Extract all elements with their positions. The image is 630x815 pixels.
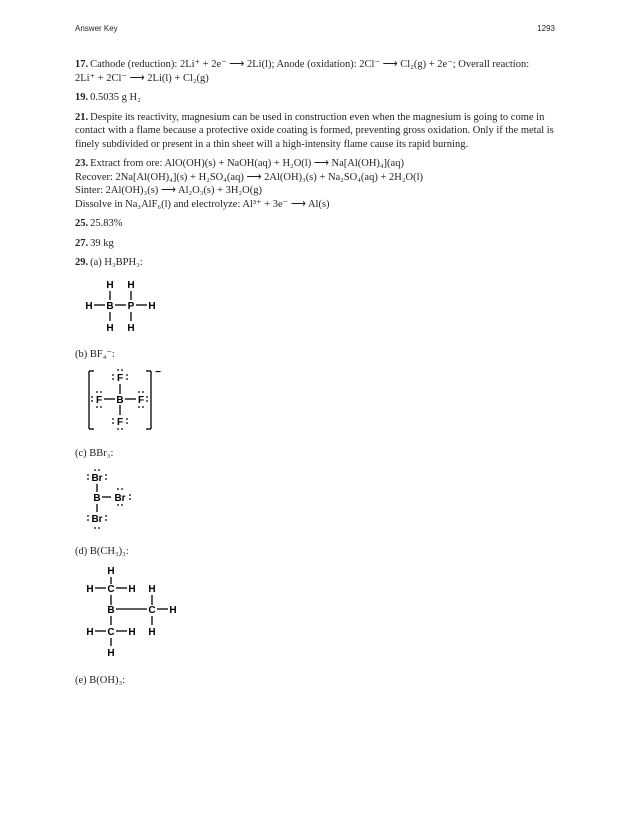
- lone-pair-dot: [91, 400, 93, 402]
- atom-f: F: [137, 395, 145, 406]
- atom-f: F: [116, 373, 124, 384]
- atom-h: H: [107, 648, 115, 659]
- lewis-structure-b-ch3-3: [75, 564, 185, 660]
- lone-pair-dot: [105, 519, 107, 521]
- atom-h: H: [107, 566, 115, 577]
- lone-pair-dot: [126, 418, 128, 420]
- step-equation: Al³⁺ + 3e⁻ ⟶ Al(s): [242, 198, 330, 210]
- lone-pair-dot: [129, 494, 131, 496]
- atom-f: F: [95, 395, 103, 406]
- atom-h: H: [85, 300, 93, 312]
- lone-pair-dot: [138, 391, 140, 393]
- lone-pair-dot: [117, 488, 119, 490]
- lewis-structure-bf4-anion: [75, 367, 175, 433]
- answer-29-a-label: [75, 256, 555, 270]
- atom-br: Br: [114, 492, 126, 504]
- atom-b: B: [106, 300, 114, 312]
- atom-c: C: [107, 584, 115, 595]
- answer-number: 29.: [75, 257, 89, 268]
- lone-pair-dot: [121, 488, 123, 490]
- overall-equation: 2Li⁺ + 2Cl⁻ ⟶ 2Li(l) + Cl₂(g): [75, 72, 209, 84]
- lone-pair-dot: [87, 519, 89, 521]
- lone-pair-dot: [121, 428, 123, 430]
- step-label: Dissolve in Na₃AlF₆(l) and electrolyze:: [75, 198, 243, 210]
- answer-text: Despite its reactivity, magnesium can be used in construction even when the magnesium is going to come in contact with a flame because a protective oxide coating is formed, preventing gross oxidation. Only if the metal is finely subdivided or present in a thin sheet will a high-intensity flame cause its rapid burning.: [75, 111, 554, 150]
- answer-21: [75, 111, 555, 152]
- atom-h: H: [148, 584, 156, 595]
- answer-key-content: [75, 58, 555, 690]
- step-equation: AlO(OH)(s) + NaOH(aq) + H₂O(l) ⟶ Na[Al(OH)₄](aq): [164, 158, 404, 169]
- lone-pair-dot: [117, 504, 119, 506]
- atom-h: H: [106, 279, 114, 291]
- anode-equation: 2Cl⁻ ⟶ Cl₂(g) + 2e⁻;: [359, 59, 456, 70]
- lone-pair-dot: [126, 378, 128, 380]
- lone-pair-dot: [87, 478, 89, 480]
- cathode-label: Cathode (reduction):: [90, 59, 180, 70]
- lone-pair-dot: [87, 515, 89, 517]
- atom-h: H: [127, 279, 135, 291]
- lone-pair-dot: [91, 396, 93, 398]
- overall-label: Overall reaction:: [455, 59, 530, 70]
- atom-c: C: [107, 627, 115, 638]
- lone-pair-dot: [112, 418, 114, 420]
- answer-text: 0.5035 g H₂: [90, 92, 141, 103]
- answer-25: [75, 217, 555, 231]
- atom-h: H: [148, 300, 156, 312]
- cathode-equation: 2Li⁺ + 2e⁻ ⟶ 2Li(l);: [179, 59, 275, 70]
- answer-text: 25.83%: [90, 218, 123, 229]
- lone-pair-dot: [105, 478, 107, 480]
- lone-pair-dot: [105, 474, 107, 476]
- lone-pair-dot: [146, 400, 148, 402]
- lone-pair-dot: [87, 474, 89, 476]
- atom-h: H: [169, 605, 177, 616]
- answer-number: 21.: [75, 111, 89, 123]
- step-label: Sinter:: [75, 185, 106, 196]
- lone-pair-dot: [105, 515, 107, 517]
- step-label: Recover:: [75, 171, 116, 183]
- lone-pair-dot: [142, 406, 144, 408]
- lone-pair-dot: [100, 391, 102, 393]
- part-a-label: (a) H₃BPH₃:: [90, 257, 143, 268]
- anode-label: Anode (oxidation):: [274, 59, 360, 70]
- lone-pair-dot: [94, 469, 96, 471]
- atom-h: H: [128, 627, 136, 638]
- lone-pair-dot: [129, 498, 131, 500]
- atom-h: H: [106, 322, 114, 334]
- atom-br: Br: [91, 472, 103, 484]
- atom-c: C: [148, 605, 156, 616]
- charge-sign: −: [155, 367, 161, 378]
- atom-p: P: [127, 300, 135, 312]
- answer-27: [75, 237, 555, 251]
- atom-h: H: [86, 627, 94, 638]
- lone-pair-dot: [100, 406, 102, 408]
- answer-23: [75, 157, 555, 211]
- lone-pair-dot: [142, 391, 144, 393]
- step-label: Extract from ore:: [90, 158, 165, 169]
- running-header-left: Answer Key: [75, 24, 118, 33]
- step-equation: 2Al(OH)₃(s) ⟶ Al₂O₃(s) + 3H₂O(g): [105, 185, 262, 196]
- atom-b: B: [107, 605, 115, 616]
- lone-pair-dot: [112, 378, 114, 380]
- answer-29-b-label: (b) BF₄⁻:: [75, 348, 115, 360]
- answer-17: [75, 58, 555, 85]
- atom-h: H: [127, 322, 135, 334]
- lone-pair-dot: [126, 422, 128, 424]
- lone-pair-dot: [112, 374, 114, 376]
- lone-pair-dot: [121, 369, 123, 371]
- lewis-structure-bbr3: [75, 467, 145, 531]
- lone-pair-dot: [112, 422, 114, 424]
- lone-pair-dot: [146, 396, 148, 398]
- answer-number: 19.: [75, 92, 89, 103]
- answer-19: [75, 91, 555, 105]
- atom-b: B: [93, 492, 101, 504]
- answer-number: 25.: [75, 218, 89, 229]
- lone-pair-dot: [96, 406, 98, 408]
- answer-29-d-label: (d) B(CH₃)₃:: [75, 545, 129, 557]
- lone-pair-dot: [117, 428, 119, 430]
- lone-pair-dot: [121, 504, 123, 506]
- lewis-structure-h3bph3: [75, 276, 165, 334]
- lone-pair-dot: [98, 527, 100, 529]
- page-number: 1293: [537, 24, 555, 33]
- answer-number: 17.: [75, 59, 89, 70]
- answer-number: 23.: [75, 158, 89, 169]
- lone-pair-dot: [96, 391, 98, 393]
- lone-pair-dot: [117, 369, 119, 371]
- atom-f: F: [116, 417, 124, 428]
- answer-29-e-label: (e) B(OH)₃:: [75, 675, 126, 686]
- answer-29-c-label: (c) BBr₃:: [75, 448, 114, 459]
- answer-text: 39 kg: [90, 237, 114, 249]
- answer-number: 27.: [75, 237, 89, 249]
- lone-pair-dot: [126, 374, 128, 376]
- atom-h: H: [148, 627, 156, 638]
- lone-pair-dot: [94, 527, 96, 529]
- atom-h: H: [128, 584, 136, 595]
- atom-h: H: [86, 584, 94, 595]
- lone-pair-dot: [98, 469, 100, 471]
- lone-pair-dot: [138, 406, 140, 408]
- atom-b: B: [116, 395, 124, 406]
- step-equation: 2Na[Al(OH)₄](s) + H₂SO₄(aq) ⟶ 2Al(OH)₃(s) + Na₂SO₄(aq) + 2H₂O(l): [115, 171, 423, 183]
- atom-br: Br: [91, 513, 103, 525]
